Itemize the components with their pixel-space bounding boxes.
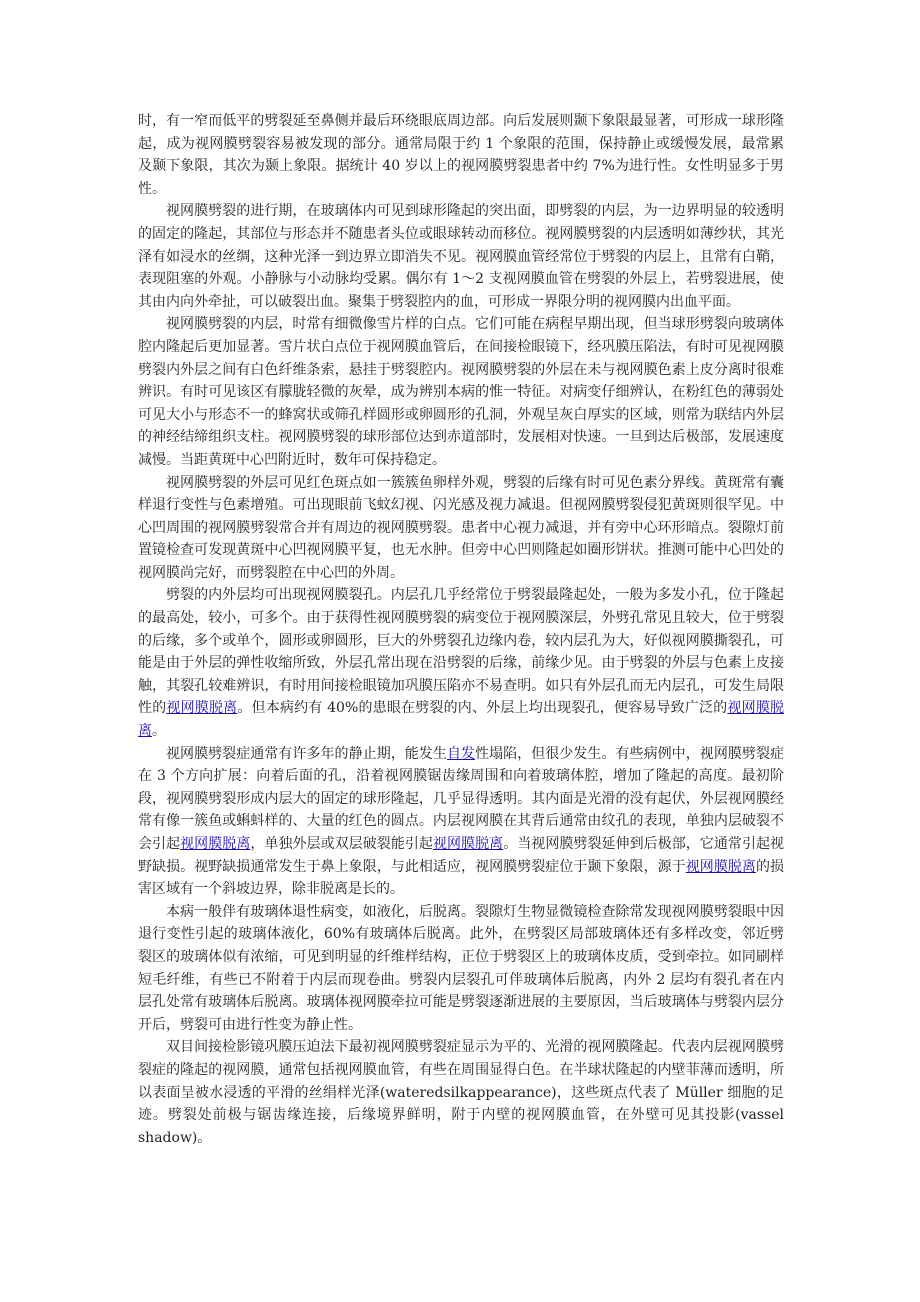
paragraph-text: 视网膜劈裂症通常有许多年的静止期，能发生 — [166, 745, 447, 762]
paragraph-text: 的损害区域有一个斜坡边界，除非脱离是长的。 — [138, 858, 785, 898]
paragraph — [138, 743, 784, 901]
retinal-detachment-link[interactable]: 视网膜脱离 — [138, 700, 785, 740]
paragraph — [138, 901, 784, 1037]
paragraph — [138, 472, 784, 585]
paragraph-text: 。但本病约有 40%的患眼在劈裂的内、外层上均出现裂孔，便容易导致广泛的 — [237, 700, 728, 717]
retinal-detachment-link[interactable]: 视网膜脱离 — [685, 858, 756, 875]
paragraph-text: 视网膜劈裂的外层可见红色斑点如一簇簇鱼卵样外观，劈裂的后缘有时可见色素分界线。黄斑常有囊样退行变性与色素增殖。可出现眼前飞蚊幻视、闪光感及视力减退。但视网膜劈裂侵犯黄斑则很罕见。中心凹周围的视网膜劈裂常合并有周边的视网膜劈裂。患者中心视力减退，并有旁中心环形暗点。裂隙灯前置镜检查可发现黄斑中心凹视网膜平复，也无水肿。但旁中心凹则隆起如圈形饼状。推测可能中心凹处的视网膜尚完好，而劈裂腔在中心凹的外周。 — [138, 474, 784, 581]
retinal-detachment-link[interactable]: 视网膜脱离 — [180, 836, 251, 852]
paragraph-text: 。 — [152, 723, 166, 740]
paragraph-text: 视网膜劈裂的内层，时常有细微像雪片样的白点。它们可能在病程早期出现，但当球形劈裂向玻璃体腔内隆起后更加显著。雪片状白点位于视网膜血管后，在间接检眼镜下，经巩膜压陷法，有时可见视网膜劈裂内外层之间有白色纤维条索，悬挂于劈裂腔内。视网膜劈裂的外层在未与视网膜色素上皮分离时很难辨识。有时可见该区有朦胧轻微的灰晕，成为辨别本病的惟一特征。对病变仔细辨认，在粉红色的薄弱处可见大小与形态不一的蜂窝状或筛孔样圆形或卵圆形的孔洞，外观呈灰白厚实的区域，则常为联结内外层的神经结缔组织支柱。视网膜劈裂的球形部位达到赤道部时，发展相对快速。一旦到达后极部，发展速度减慢。当距黄斑中心凹附近时，数年可保持稳定。 — [138, 316, 784, 468]
paragraph — [138, 1036, 784, 1149]
retinal-detachment-link[interactable]: 视网膜脱离 — [166, 700, 238, 717]
paragraph-text: 本病一般伴有玻璃体退性病变，如液化，后脱离。裂隙灯生物显微镜检查除常发现视网膜劈裂眼中因退行变性引起的玻璃体液化，60%有玻璃体后脱离。此外，在劈裂区局部玻璃体还有多样改变，邻近劈裂区的玻璃体似有浓缩，可见到明显的纤维样结构，正位于劈裂区上的玻璃体皮质，受到牵拉。如同刷样短毛纤维，有些已不附着于内层而现卷曲。劈裂内层裂孔可伴玻璃体后脱离，内外 2 层均有裂孔者在内层孔处常有玻璃体后脱离。玻璃体视网膜牵拉可能是劈裂逐渐进展的主要原因，当后玻璃体与劈裂内层分开后，劈裂可由进行性变为静止性。 — [138, 903, 784, 1033]
paragraph — [138, 200, 784, 313]
document-body — [138, 110, 784, 1149]
paragraph-text: 时，有一窄而低平的劈裂延至鼻侧并最后环绕眼底周边部。向后发展则颞下象限最显著，可形成一球形隆起，成为视网膜劈裂容易被发现的部分。通常局限于约 1 个象限的范围，保持静止或缓慢发展，最常累及颞下象限，其次为颞上象限。据统计 40 岁以上的视网膜劈裂患者中约 7%为进行性。女性明显多于男性。 — [138, 113, 784, 197]
paragraph — [138, 110, 784, 200]
retinal-detachment-link[interactable]: 视网膜脱离 — [432, 836, 504, 852]
paragraph-text: 性塌陷，但很少发生。有些病例中，视网膜劈裂症在 3 个方向扩展：向着后面的孔，沿着视网膜锯齿缘周围和向着玻璃体腔，增加了隆起的高度。最初阶段，视网膜劈裂形成内层大的固定的球形隆起，几乎显得透明。其内面是光滑的没有起伏，外层视网膜经常有像一簇鱼或蝌蚪样的、大量的红色的圆点。内层视网膜在其背后通常由纹孔的表现，单独内层破裂不会引起 — [138, 745, 785, 852]
paragraph-text: ，单独外层或双层破裂能引起 — [250, 836, 433, 852]
paragraph-text: 劈裂的内外层均可出现视网膜裂孔。内层孔几乎经常位于劈裂最隆起处，一般为多发小孔，位于隆起的最高处，较小，可多个。由于获得性视网膜劈裂的病变位于视网膜深层，外劈孔常见且较大，位于劈裂的后缘，多个或单个，圆形或卵圆形，巨大的外劈裂孔边缘内卷，较内层孔为大，好似视网膜撕裂孔，可能是由于外层的弹性收缩所致，外层孔常出现在沿劈裂的后缘，前缘少见。由于劈裂的外层与色素上皮接触，其裂孔较难辨识，有时用间接检眼镜加巩膜压陷亦不易查明。如只有外层孔而无内层孔，可发生局限性的 — [138, 587, 784, 717]
paragraph — [138, 313, 784, 471]
paragraph-text: 。当视网膜劈裂延伸到后极部，它通常引起视野缺损。视野缺损通常发生于鼻上象限，与此相适应，视网膜劈裂症位于颞下象限，源于 — [138, 836, 785, 875]
paragraph — [138, 584, 784, 742]
paragraph-text: 视网膜劈裂的进行期，在玻璃体内可见到球形隆起的突出面，即劈裂的内层，为一边界明显的较透明的固定的隆起，其部位与形态并不随患者头位或眼球转动而移位。视网膜劈裂的内层透明如薄纱状，其光泽有如浸水的丝绸，这种光泽一到边界立即消失不见。视网膜血管经常位于劈裂的内层上，且常有白鞘，表现阻塞的外观。小静脉与小动脉均受累。偶尔有 1～2 支视网膜血管在劈裂的外层上，若劈裂进展，使其由内向外牵扯，可以破裂出血。聚集于劈裂腔内的血，可形成一界限分明的视网膜内出血平面。 — [138, 203, 784, 310]
paragraph-text: 双目间接检影镜巩膜压迫法下最初视网膜劈裂症显示为平的、光滑的视网膜隆起。代表内层视网膜劈裂症的隆起的视网膜，通常包括视网膜血管，有些在周围显得白色。在半球状隆起的内壁菲薄而透明，所以表面呈被水浸透的平滑的丝绢样光泽(wateredsilkappearance)，这些斑点代表了 Müller 细胞的足迹。劈裂处前极与锯齿缘连接，后缘境界鲜明，附于内壁的视网膜血管，在外壁可见其投影(vassel shadow)。 — [138, 1039, 784, 1146]
spontaneous-link[interactable]: 自发 — [446, 745, 476, 762]
